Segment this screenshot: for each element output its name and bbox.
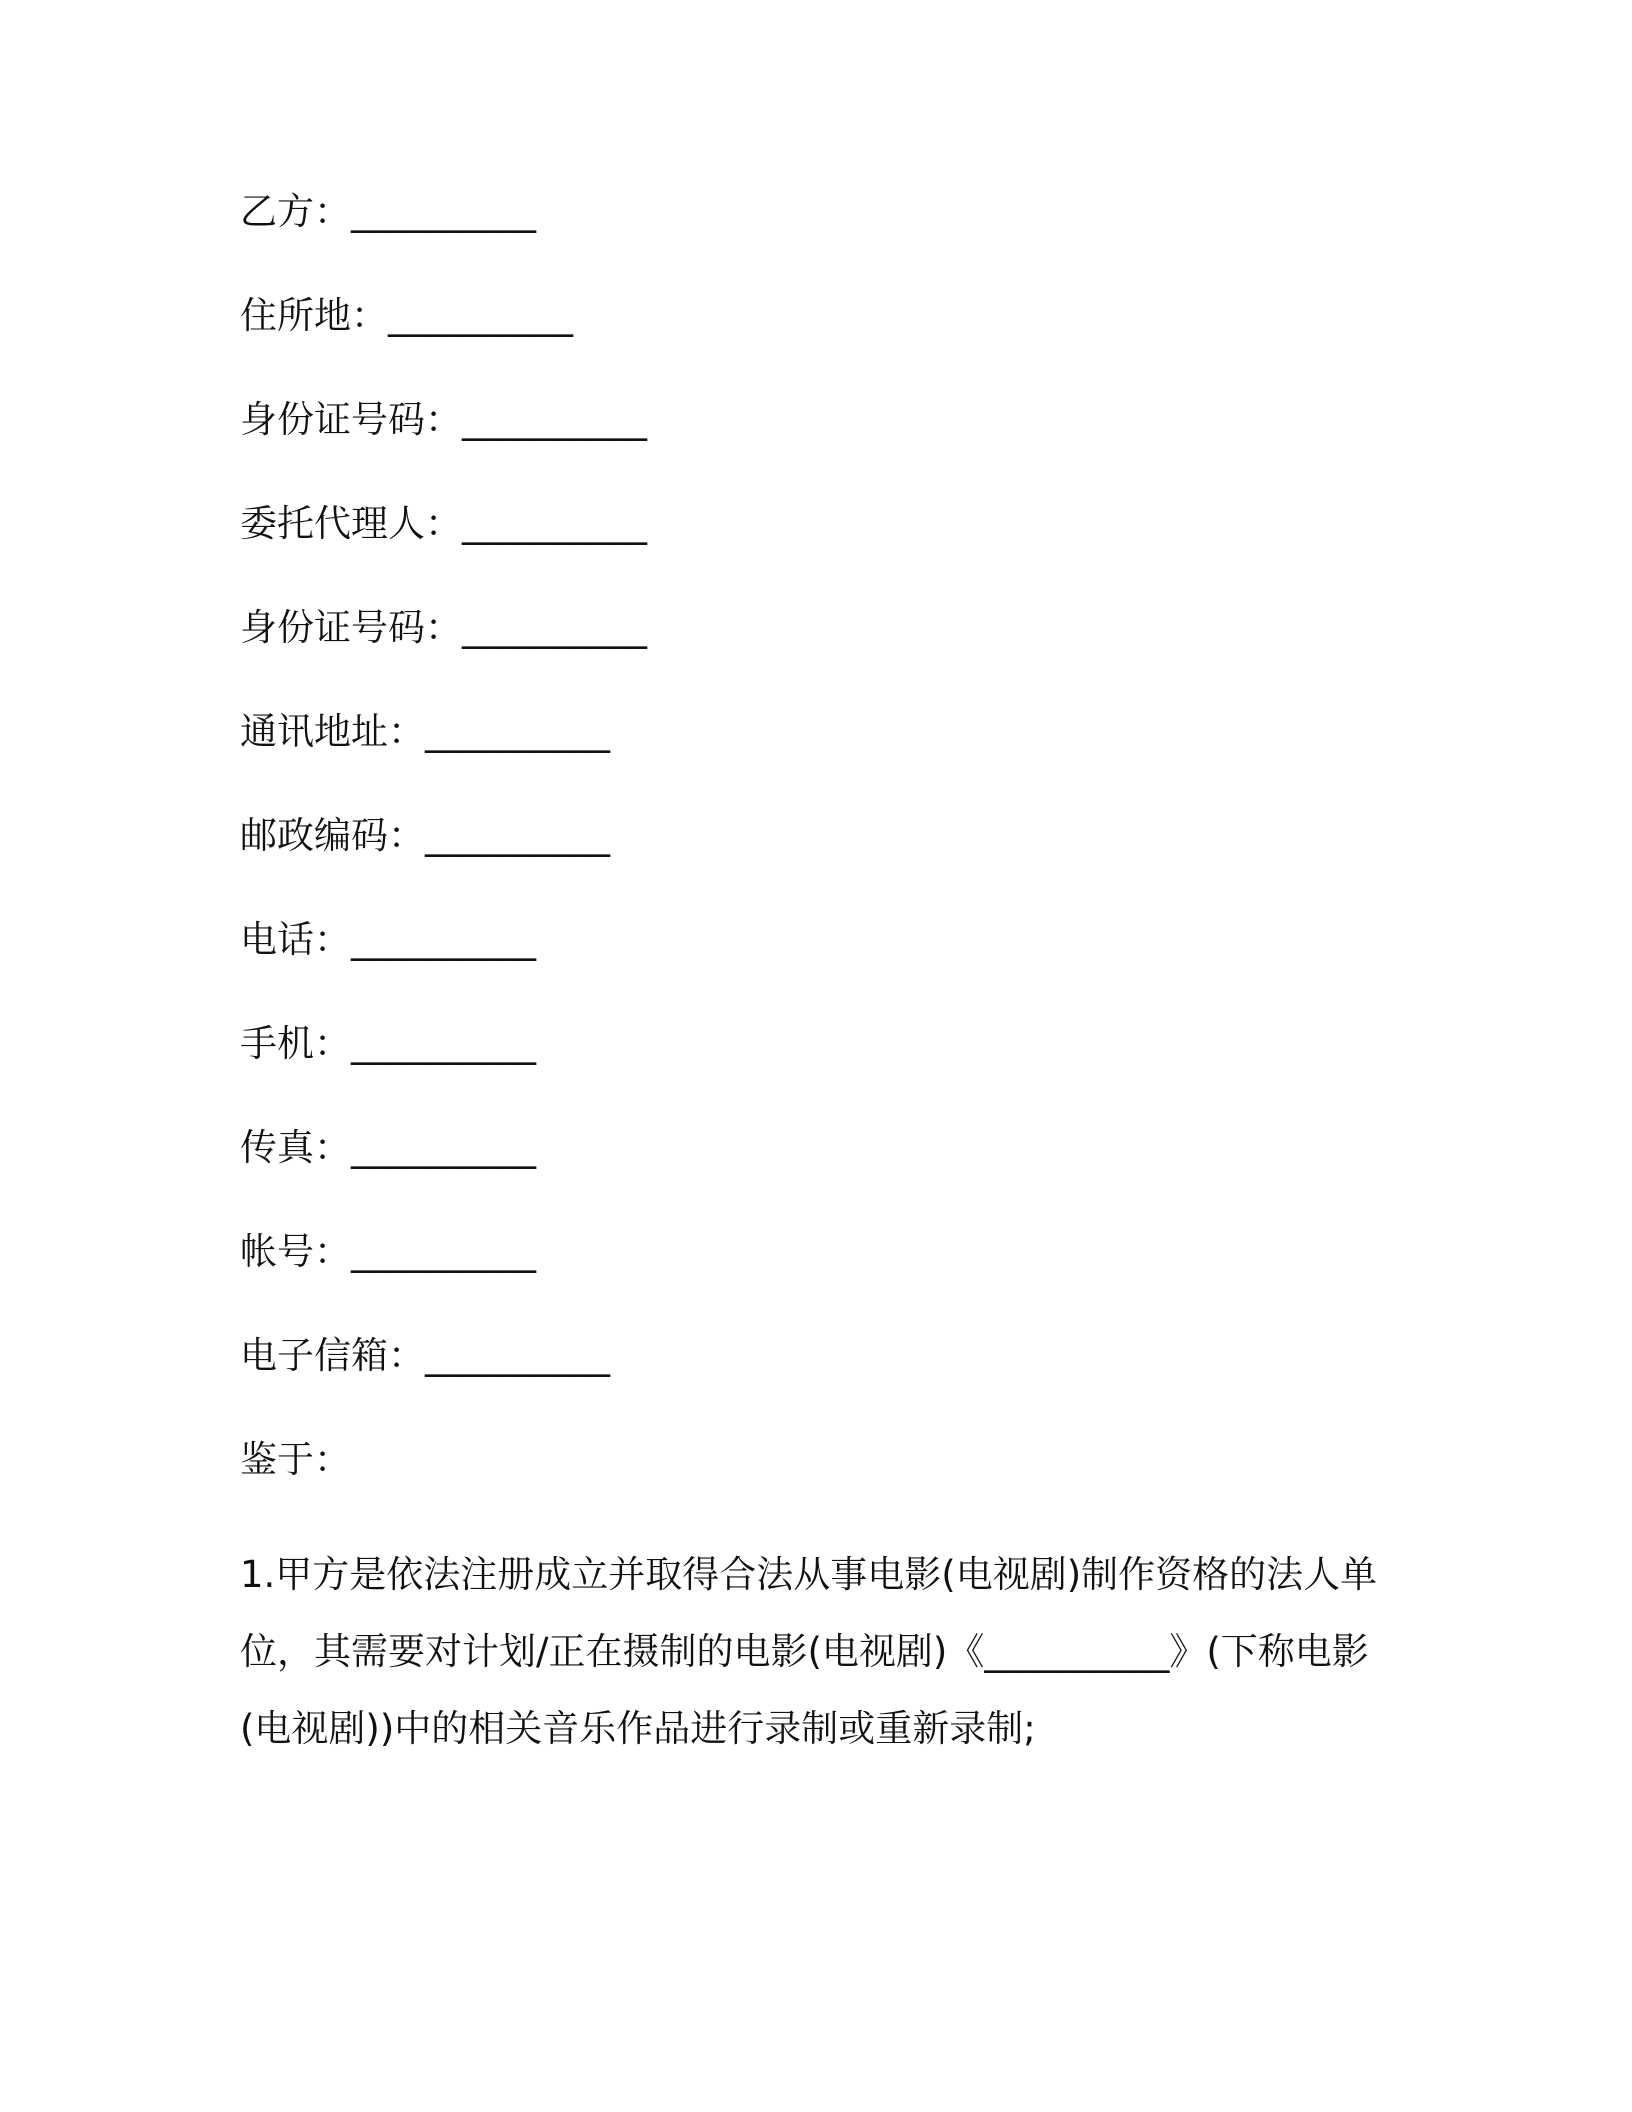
account-field xyxy=(240,1230,1400,1274)
field-label: 通讯地址： xyxy=(240,710,425,753)
field-blank: __________ xyxy=(425,814,610,857)
mailing-address-field xyxy=(240,710,1400,754)
fax-field xyxy=(240,1126,1400,1170)
agent-field xyxy=(240,502,1400,546)
field-blank: __________ xyxy=(351,1022,536,1065)
field-label: 电子信箱： xyxy=(240,1334,425,1377)
field-label: 传真： xyxy=(240,1126,351,1169)
id-number-field xyxy=(240,398,1400,442)
field-blank: __________ xyxy=(462,398,647,441)
field-blank: __________ xyxy=(462,606,647,649)
email-field xyxy=(240,1334,1400,1378)
field-blank: __________ xyxy=(351,1230,536,1273)
field-label: 身份证号码： xyxy=(240,606,462,649)
field-label: 帐号： xyxy=(240,1230,351,1273)
field-blank: __________ xyxy=(351,918,536,961)
field-label: 电话： xyxy=(240,918,351,961)
field-blank: __________ xyxy=(425,1334,610,1377)
field-label: 邮政编码： xyxy=(240,814,425,857)
party-b-field xyxy=(240,190,1400,234)
paragraph-line: (电视剧))中的相关音乐作品进行录制或重新录制; xyxy=(240,1707,1036,1750)
field-label: 委托代理人： xyxy=(240,502,462,545)
whereas-heading: 鉴于： xyxy=(240,1438,351,1481)
field-label: 身份证号码： xyxy=(240,398,462,441)
telephone-field xyxy=(240,918,1400,962)
field-blank: __________ xyxy=(351,190,536,233)
paragraph-line: 1.甲方是依法注册成立并取得合法从事电影(电视剧)制作资格的法人单 xyxy=(240,1553,1378,1596)
field-label: 乙方： xyxy=(240,190,351,233)
agent-id-number-field xyxy=(240,606,1400,650)
mobile-field xyxy=(240,1022,1400,1066)
field-label: 住所地： xyxy=(240,294,388,337)
clause-1-paragraph xyxy=(240,1536,1380,1767)
field-blank: __________ xyxy=(351,1126,536,1169)
postal-code-field xyxy=(240,814,1400,858)
residence-field xyxy=(240,294,1400,338)
field-blank: __________ xyxy=(462,502,647,545)
field-blank: __________ xyxy=(425,710,610,753)
paragraph-line: 位，其需要对计划/正在摄制的电影(电视剧)《__________》(下称电影 xyxy=(240,1630,1369,1673)
document-body xyxy=(240,190,1400,1767)
field-blank: __________ xyxy=(388,294,573,337)
field-label: 手机： xyxy=(240,1022,351,1065)
